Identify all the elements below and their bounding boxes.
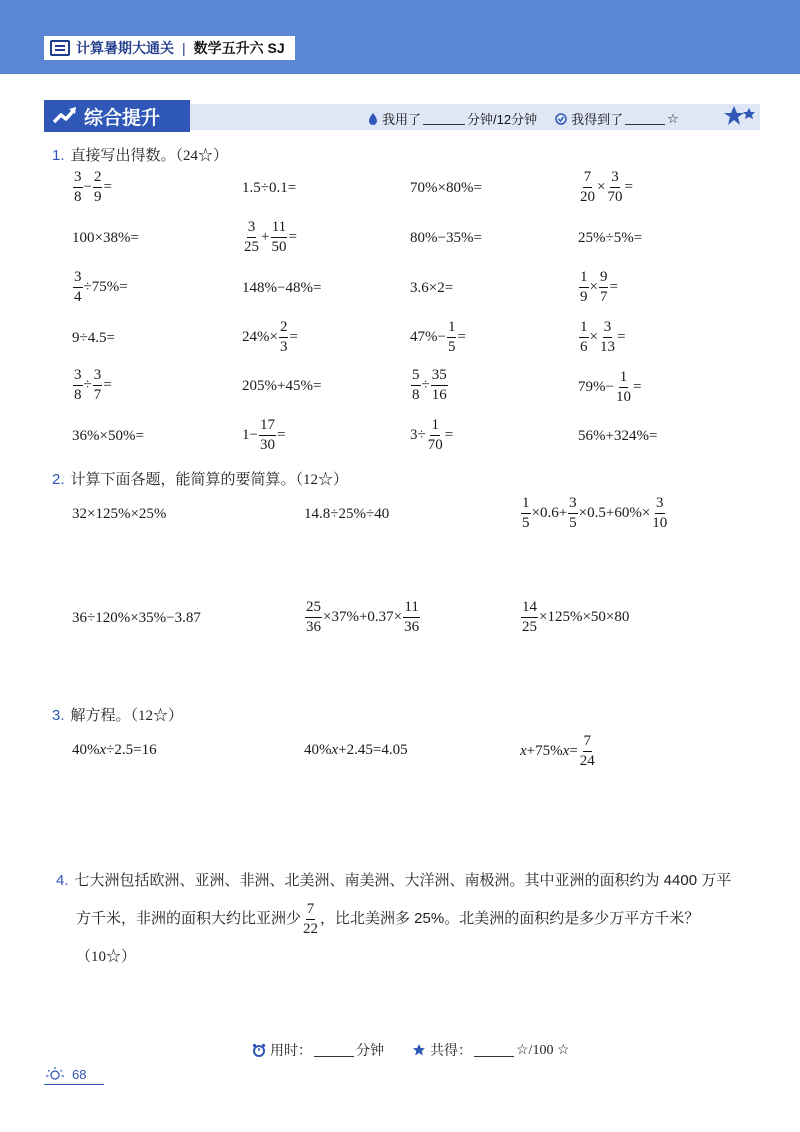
equals: = [444,427,454,443]
denominator: 9 [580,289,588,305]
calc-item [578,370,641,405]
denominator: 10 [652,515,668,531]
calc-item [410,320,466,355]
equation-item [520,734,597,769]
calc-item [242,180,296,197]
denominator: 10 [615,389,631,405]
numerator: 1 [579,270,589,288]
fraction [93,170,103,205]
equals: = [624,179,633,195]
calc-item [242,418,285,453]
numerator: 11 [403,600,419,618]
equals: = [569,743,578,759]
denominator: 9 [93,189,102,205]
fraction [427,418,444,453]
fraction [73,170,83,205]
denominator: 5 [522,515,530,531]
equals: = [609,279,618,295]
time-blank[interactable] [423,112,465,125]
fraction [73,368,83,403]
expression: 70%×80%= [410,180,482,196]
operator: × [589,329,598,345]
question-1-text: 直接写出得数。 [70,147,176,164]
expression: ×125%×50×80 [539,609,630,625]
fraction [579,734,596,769]
question-1-score: （24☆） [175,148,229,164]
calc-item [72,428,144,445]
expression: 9÷4.5= [72,330,115,346]
expression: 40% [72,742,100,758]
fraction [305,600,322,635]
total-blank[interactable] [474,1044,514,1057]
calc-item [242,320,298,355]
denominator: 70 [607,189,623,205]
score-prefix: 我得到了 [571,112,624,127]
book-subject: 数学五升六 SJ [193,40,285,56]
expression: 24%× [242,329,278,345]
operator: × [589,279,598,295]
question-2-score: （12☆） [295,472,349,488]
question-3-number: 3. [52,707,65,724]
calc-item [578,428,657,445]
numerator: 7 [583,170,593,188]
numerator: 3 [655,496,665,514]
operator: ÷ [83,377,92,393]
calc-item [242,220,297,255]
total-label: 共得： [430,1042,472,1058]
total-unit: ☆/100 ☆ [516,1042,570,1058]
denominator: 8 [74,189,82,205]
denominator: 7 [599,289,608,305]
expression: 205%+45%= [242,378,322,394]
calc-item [304,600,421,635]
fraction [615,370,632,405]
question-1-heading [52,144,228,165]
calc-item [72,170,112,205]
numerator: 3 [73,368,83,386]
numerator: 17 [259,418,276,436]
section-title-text: 综合提升 [84,107,161,129]
numerator: 25 [305,600,322,618]
page-number [44,1066,86,1082]
numerator: 11 [271,220,287,238]
denominator: 25 [244,239,259,255]
expression: +75% [526,743,563,759]
question-3-score: （12☆） [130,708,184,724]
numerator: 1 [447,320,457,338]
equation-item [72,742,157,759]
expression: 79%− [578,379,614,395]
drop-icon [368,113,378,125]
fraction [651,496,668,531]
denominator: 7 [93,387,102,403]
calc-item [72,270,128,305]
variable: x [331,742,339,758]
denominator: 50 [271,239,287,255]
denominator: 5 [447,339,456,355]
calc-item [578,170,633,205]
question-4-text-3: ，比北美洲多 25%。北美洲的面积约是多少万平方千米？ [320,910,700,927]
equals: = [103,179,112,195]
numerator: 3 [603,320,613,338]
trend-up-icon [52,106,78,126]
fraction [599,270,609,305]
fraction [302,902,319,937]
question-1-number: 1. [52,147,65,164]
numerator: 3 [73,270,83,288]
numerator: 2 [93,170,103,188]
expression: 36%×50%= [72,428,144,444]
numerator: 3 [93,368,103,386]
denominator: 16 [431,387,447,403]
expression: 3÷ [410,427,426,443]
expression: 56%+324%= [578,428,658,444]
numerator: 1 [579,320,589,338]
numerator: 5 [411,368,421,386]
calc-item [520,600,629,635]
expression: 40% [304,742,332,758]
section-title [44,100,190,132]
score-blank[interactable] [625,112,665,125]
calc-item [578,270,618,305]
fraction [599,320,616,355]
expression: 1− [242,427,258,443]
fraction [447,320,457,355]
question-2-number: 2. [52,471,65,488]
expression: 25%÷5%= [578,230,643,246]
page-number-underline [44,1084,104,1085]
operator: − [83,179,92,195]
fraction [521,496,531,531]
denominator: 30 [259,437,275,453]
calc-item [72,230,139,247]
calc-item [304,506,389,523]
operator: + [261,229,270,245]
fraction [270,220,287,255]
question-4-text-1: 七大洲包括欧洲、亚洲、非洲、北美洲、南美洲、大洋洲、南极洲。其中亚洲的面积约为 4400 万平 [74,872,732,889]
expression: +2.45=4.05 [338,742,408,758]
question-4-line-1 [56,862,768,900]
calc-item [520,496,669,531]
time-unit: 分钟 [356,1042,384,1058]
denominator: 22 [303,920,319,937]
numerator: 3 [73,170,83,188]
book-title: 计算暑期大通关 [76,40,174,56]
numerator: 1 [430,418,440,436]
numerator: 14 [521,600,538,618]
time-label: 用时： [270,1042,312,1058]
page-number-text: 68 [72,1066,87,1082]
book-header [44,36,295,60]
denominator: 3 [279,339,288,355]
equals: = [276,427,286,443]
expression: 32×125%×25% [72,506,167,522]
denominator: 4 [74,289,82,305]
denominator: 36 [306,619,321,635]
score-suffix: ☆ [667,110,679,126]
fraction [279,320,289,355]
denominator: 13 [599,339,615,355]
question-4-line-3 [56,938,768,976]
time-prefix: 我用了 [382,112,422,127]
calc-item [72,368,112,403]
numerator: 3 [247,220,257,238]
calc-item [578,230,642,247]
fraction [73,270,83,305]
calc-item [242,378,321,395]
time-tracker [368,109,679,128]
calc-item [72,610,201,627]
expression: 148%−48%= [242,280,322,296]
fraction [579,170,596,205]
variable: x [99,742,107,758]
equals: = [103,377,112,393]
fraction [403,600,420,635]
expression: ×37%+0.37× [323,609,403,625]
equals: = [616,329,626,345]
question-2-text: 计算下面各题，能简算的要简算。 [70,471,296,488]
calc-item [72,330,115,347]
operator: ÷ [421,377,430,393]
expression: 1.5÷0.1= [242,180,297,196]
numerator: 1 [619,370,629,388]
numerator: 3 [610,170,620,188]
variable: x [562,743,570,759]
expression: ×0.5+60%× [578,505,651,521]
numerator: 7 [306,902,316,920]
equals: = [288,229,297,245]
fraction [579,270,589,305]
denominator: 8 [74,387,82,403]
fraction [579,320,589,355]
sun-icon [44,1066,66,1082]
denominator: 36 [404,619,420,635]
question-2-heading [52,468,348,489]
fraction [431,368,448,403]
equals: = [457,329,466,345]
alarm-clock-icon [252,1043,266,1057]
denominator: 8 [412,387,420,403]
calc-item [410,180,482,197]
header-separator: | [182,40,186,56]
variable: x [520,743,527,759]
time-suffix: 分钟/12分钟 [467,112,538,127]
question-4-text-2: 方千米，非洲的面积大约比亚洲少 [76,910,302,927]
numerator: 1 [521,496,531,514]
operator: × [597,179,606,195]
equals: = [632,379,642,395]
denominator: 70 [427,437,443,453]
calc-item [242,280,321,297]
expression: ÷2.5=16 [106,742,157,758]
fraction [521,600,538,635]
question-4 [56,862,768,976]
denominator: 5 [569,515,577,531]
question-3-text: 解方程。 [70,707,131,724]
book-icon [50,40,70,56]
numerator: 9 [599,270,609,288]
numerator: 3 [568,496,578,514]
calc-item [410,280,453,297]
expression: 14.8÷25%÷40 [304,506,390,522]
expression: ÷75%= [83,279,128,295]
question-3-heading [52,704,183,725]
expression: 47%− [410,329,446,345]
question-4-line-2 [56,900,768,938]
expression: 100×38%= [72,230,139,246]
expression: 36÷120%×35%−3.87 [72,610,201,626]
fraction [568,496,578,531]
question-4-number: 4. [56,872,69,889]
fraction [606,170,623,205]
calc-item [72,506,166,523]
equals: = [289,329,298,345]
denominator: 6 [580,339,588,355]
fraction [411,368,421,403]
numerator: 35 [431,368,448,386]
expression: 80%−35%= [410,230,482,246]
calc-item [410,368,449,403]
denominator: 25 [522,619,537,635]
denominator: 24 [579,753,595,769]
star-icon [412,1043,426,1057]
calc-item [410,418,453,453]
fraction [93,368,103,403]
check-circle-icon [555,113,567,125]
denominator: 20 [580,189,595,205]
fraction [243,220,260,255]
fraction [259,418,276,453]
stars-icon [722,104,758,128]
numerator: 7 [583,734,593,752]
expression: 3.6×2= [410,280,454,296]
time-blank[interactable] [314,1044,354,1057]
question-4-score: （10☆） [76,949,137,965]
footer-summary [252,1040,570,1060]
calc-item [578,320,625,355]
expression: ×0.6+ [531,505,568,521]
equation-item [304,742,408,759]
numerator: 2 [279,320,289,338]
calc-item [410,230,482,247]
